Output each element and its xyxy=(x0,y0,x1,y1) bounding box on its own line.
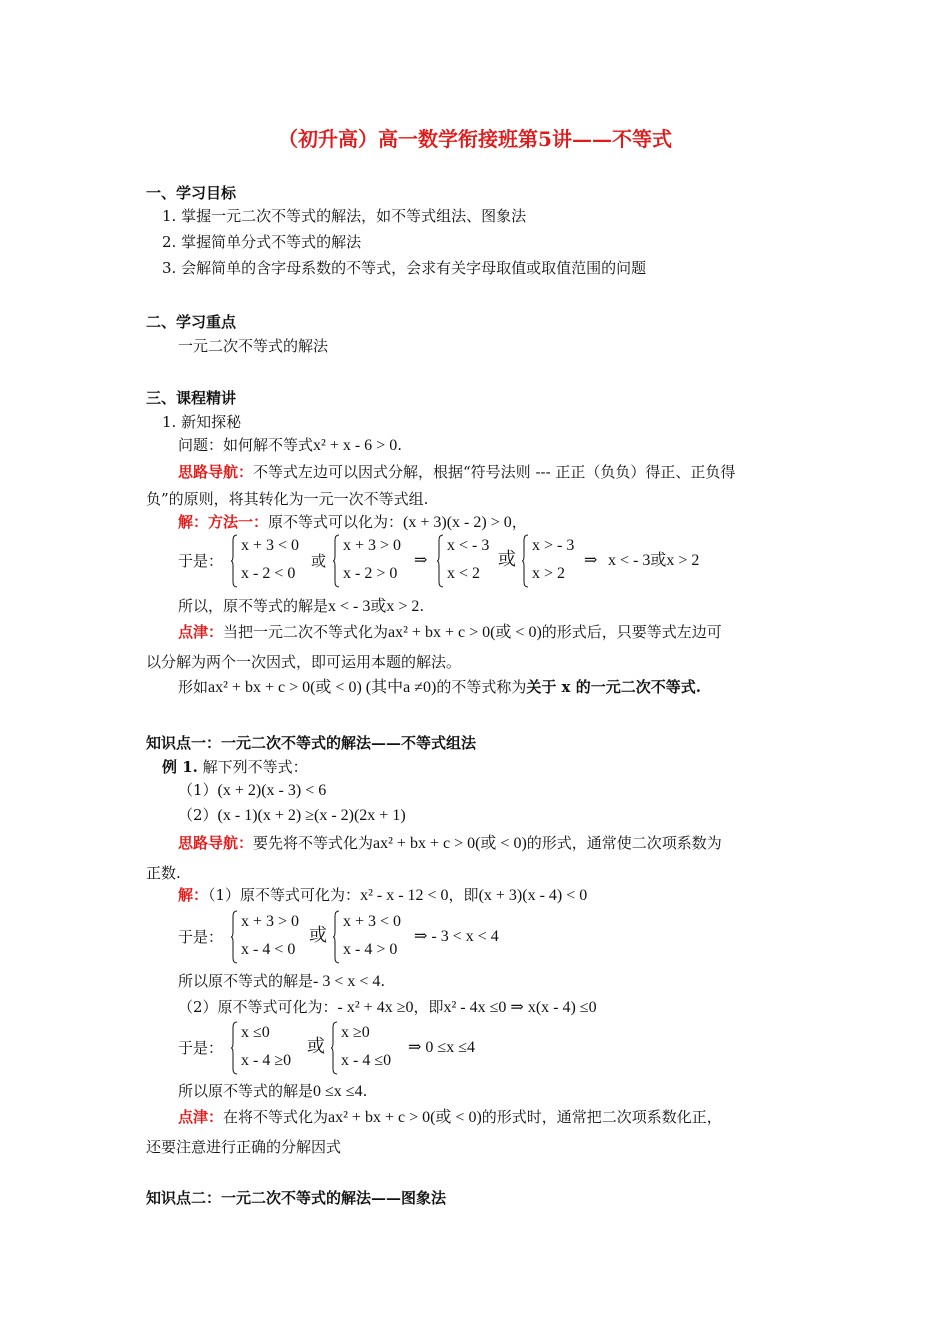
system-row: x - 4 > 0 xyxy=(343,941,398,958)
guide-text-b: 的形式，通常使二次项系数为 xyxy=(526,834,722,852)
conclusion-math: - 3 < x < 4 xyxy=(313,973,381,990)
system-row: x + 3 < 0 xyxy=(343,913,402,930)
or-word: 或 xyxy=(309,925,327,946)
k1-solution-2-line xyxy=(178,997,597,1018)
problem-math: (x - 1)(x + 2) ≥(x - 2)(2x + 1) xyxy=(217,807,406,824)
solution-text: （2）原不等式可化为： xyxy=(178,998,338,1016)
system-row: x - 2 > 0 xyxy=(343,565,398,582)
question-prefix: 问题：如何解不等式 xyxy=(178,436,314,454)
solution-math: (x + 3)(x - 4) < 0 xyxy=(478,887,588,904)
solution-text: ，即 xyxy=(413,998,444,1016)
system-row: x + 3 > 0 xyxy=(241,913,300,930)
solution-line xyxy=(178,512,527,533)
tip-math: ax² + bx + c > 0(或 < 0) xyxy=(328,1109,482,1126)
focus-text: 一元二次不等式的解法 xyxy=(178,337,329,355)
or-word: 或 xyxy=(311,552,327,570)
k1-solution-1-line xyxy=(178,885,587,906)
system-row: x - 4 ≥0 xyxy=(241,1052,292,1069)
inequality-system-b xyxy=(333,534,413,588)
system-row: x - 2 < 0 xyxy=(241,565,296,582)
solution-math: (x + 3)(x - 2) > 0 xyxy=(403,514,512,531)
conclusion-line xyxy=(178,596,424,617)
guide-text-1: 不等式左边可以因式分解，根据“符号法则 --- 正正（负负）得正、正负得 xyxy=(253,463,736,481)
question-line xyxy=(178,435,402,456)
solution-math: - x² + 4x ≥0 xyxy=(337,999,414,1016)
conclusion-end: . xyxy=(419,597,425,615)
goal-item-3: 3. 会解简单的含字母系数的不等式，会求有关字母取值或取值范围的问题 xyxy=(162,259,647,277)
system-row: x - 4 ≤0 xyxy=(341,1052,392,1069)
section-heading-focus: 二、学习重点 xyxy=(146,313,237,331)
solution-math: x² - 4x ≤0 ⇒ x(x - 4) ≤0 xyxy=(443,999,597,1016)
brace-icon xyxy=(522,534,529,588)
system-row: x < 2 xyxy=(447,565,481,582)
solution-text: （1）原不等式可化为： xyxy=(208,886,361,904)
subsection-new-knowledge: 1. 新知探秘 xyxy=(162,413,242,431)
k1-guide-line-2: 正数. xyxy=(146,864,181,882)
implies-arrow: ⇒ xyxy=(584,552,598,569)
solution-label: 解：方法一： xyxy=(178,513,269,531)
definition-bold: 关于 x 的一元二次不等式. xyxy=(526,678,701,696)
conclusion-prefix: 所以，原不等式的解是 xyxy=(178,597,329,615)
guide-text-a: 要先将不等式化为 xyxy=(253,834,374,852)
goal-item-1: 1. 掌握一元二次不等式的解法，如不等式组法、图象法 xyxy=(162,207,527,225)
or-word: 或 xyxy=(498,549,516,570)
solution-end: ， xyxy=(511,513,527,531)
solution-text: 原不等式可以化为： xyxy=(268,513,404,531)
system-row: x ≤0 xyxy=(241,1024,270,1041)
inequality-system-2a xyxy=(231,1021,311,1075)
conclusion-prefix: 所以原不等式的解是 xyxy=(178,1082,314,1100)
question-end: . xyxy=(397,436,402,454)
k1-conclusion-2 xyxy=(178,1081,367,1102)
system-row: x > 2 xyxy=(532,565,566,582)
question-math: x² + x - 6 > 0 xyxy=(313,437,398,454)
tip-label: 点津： xyxy=(178,1108,224,1126)
yushi-label-3: 于是： xyxy=(178,1039,224,1057)
definition-line xyxy=(178,677,701,698)
yushi-label-1: 于是： xyxy=(178,552,224,570)
tip-text-b: 的形式后，只要等式左边可 xyxy=(541,623,722,641)
brace-icon xyxy=(231,910,238,964)
knowledge-point-2-heading: 知识点二：一元二次不等式的解法——图象法 xyxy=(146,1189,447,1207)
guide-math: ax² + bx + c > 0(或 < 0) xyxy=(373,835,527,852)
system-row: x - 4 < 0 xyxy=(241,941,296,958)
k1-conclusion-1 xyxy=(178,971,385,992)
section-heading-goals: 一、学习目标 xyxy=(146,184,237,202)
tip-line-2: 以分解为两个一次因式，即可运用本题的解法。 xyxy=(146,653,462,671)
inequality-system-a xyxy=(231,534,311,588)
guide-label: 思路导航： xyxy=(178,463,254,481)
problem-2 xyxy=(178,805,406,826)
inequality-system-d xyxy=(522,534,582,588)
k1-guide-line-1 xyxy=(178,833,722,854)
tip-label: 点津： xyxy=(178,623,224,641)
solution-label: 解： xyxy=(178,886,209,904)
result-math: ⇒ - 3 < x < 4 xyxy=(414,928,499,945)
inequality-system-1a xyxy=(231,910,311,964)
result-math: x < - 3或x > 2 xyxy=(608,552,700,569)
example-1-line xyxy=(162,757,308,777)
or-word: 或 xyxy=(307,1036,325,1057)
system-row: x ≥0 xyxy=(341,1024,370,1041)
tip-text-b: 的形式时，通常把二次项系数化正， xyxy=(481,1108,722,1126)
example-text: 解下列不等式： xyxy=(202,758,308,776)
k1-tip-line-1 xyxy=(178,1107,722,1128)
implies-arrow: ⇒ xyxy=(414,552,428,569)
conclusion-prefix: 所以原不等式的解是 xyxy=(178,972,314,990)
system-row: x > - 3 xyxy=(532,537,575,554)
system-row: x + 3 < 0 xyxy=(241,537,300,554)
brace-icon xyxy=(231,1021,238,1075)
problem-label: （1） xyxy=(178,781,218,799)
inequality-system-2b xyxy=(331,1021,411,1075)
inequality-system-1b xyxy=(333,910,413,964)
result-math: ⇒ 0 ≤x ≤4 xyxy=(408,1039,475,1056)
conclusion-end: . xyxy=(380,972,386,990)
definition-math: ax² + bx + c > 0(或 < 0) (其中a ≠0) xyxy=(208,679,437,696)
tip-text-a: 在将不等式化为 xyxy=(223,1108,329,1126)
brace-icon xyxy=(333,910,340,964)
page-title: （初升高）高一数学衔接班第5讲——不等式 xyxy=(278,127,672,151)
goal-item-2: 2. 掌握简单分式不等式的解法 xyxy=(162,233,362,251)
k1-tip-line-2: 还要注意进行正确的分解因式 xyxy=(146,1138,342,1156)
system-row: x < - 3 xyxy=(447,537,490,554)
guide-line-2: 负”的原则，将其转化为一元一次不等式组. xyxy=(146,490,429,508)
guide-line-1 xyxy=(178,462,735,482)
problem-math: (x + 2)(x - 3) < 6 xyxy=(217,782,327,799)
definition-b: 的不等式称为 xyxy=(436,678,527,696)
conclusion-end: . xyxy=(362,1082,368,1100)
definition-a: 形如 xyxy=(178,678,209,696)
knowledge-point-1-heading: 知识点一：一元二次不等式的解法——不等式组法 xyxy=(146,734,477,752)
tip-text-a: 当把一元二次不等式化为 xyxy=(223,623,389,641)
tip-line-1 xyxy=(178,622,722,643)
yushi-label-2: 于是： xyxy=(178,928,224,946)
section-heading-lecture: 三、课程精讲 xyxy=(146,389,237,407)
solution-text: ，即 xyxy=(448,886,479,904)
brace-icon xyxy=(331,1021,338,1075)
brace-icon xyxy=(231,534,238,588)
brace-icon xyxy=(333,534,340,588)
tip-math: ax² + bx + c > 0(或 < 0) xyxy=(388,624,542,641)
inequality-system-c xyxy=(437,534,497,588)
example-label: 例 1. xyxy=(162,758,198,776)
solution-math: x² - x - 12 < 0 xyxy=(360,887,449,904)
guide-label: 思路导航： xyxy=(178,834,254,852)
brace-icon xyxy=(437,534,444,588)
conclusion-math: x < - 3或x > 2 xyxy=(328,598,420,615)
conclusion-math: 0 ≤x ≤4 xyxy=(313,1083,363,1100)
problem-1 xyxy=(178,780,326,801)
system-row: x + 3 > 0 xyxy=(343,537,402,554)
problem-label: （2） xyxy=(178,806,218,824)
